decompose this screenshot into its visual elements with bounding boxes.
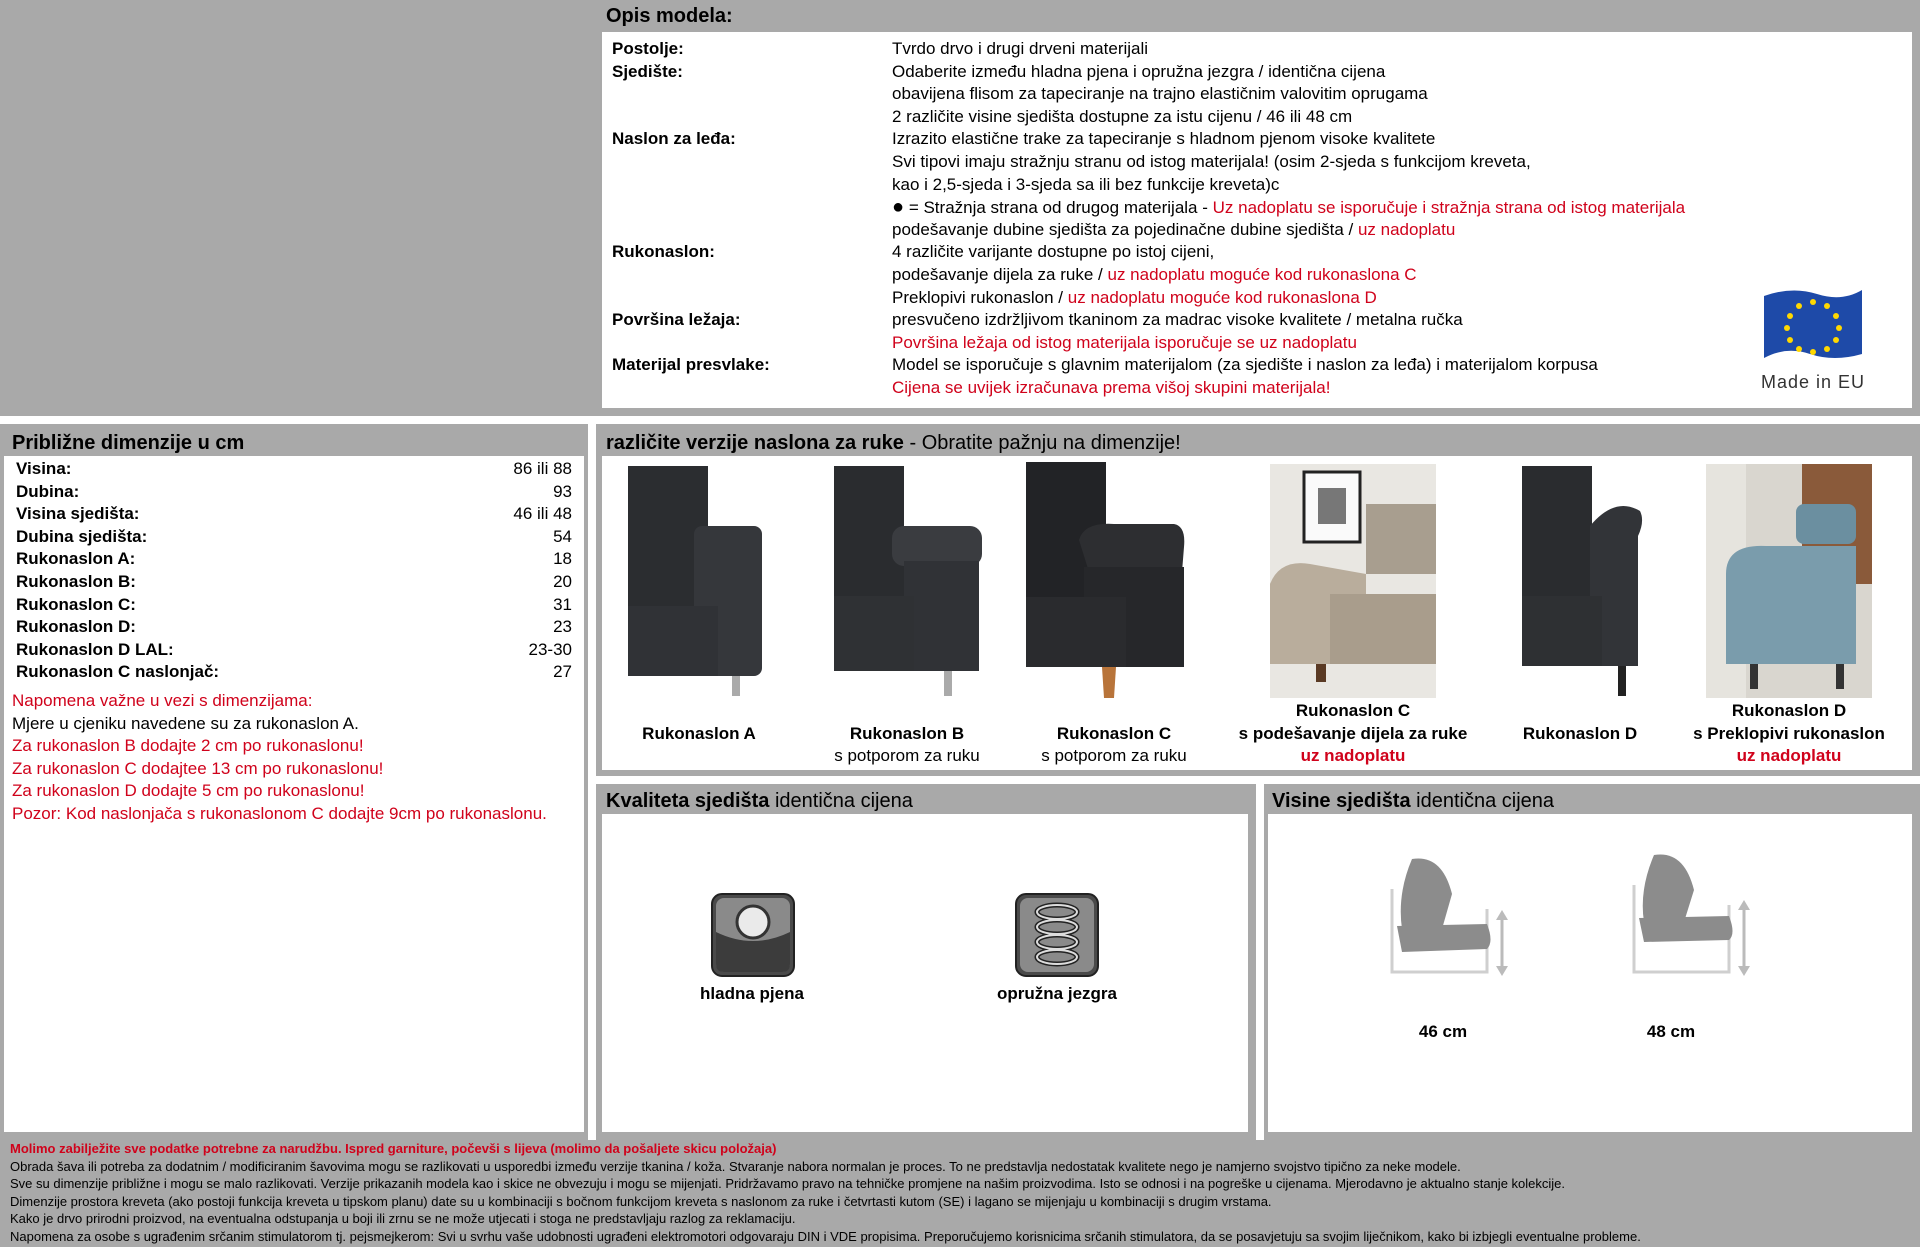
opis-row-text: Cijena se uvijek izračunava prema višoj skupini materijala!: [892, 378, 1331, 397]
opis-row-text: podešavanje dubine sjedišta za pojedinačne dubine sjedišta /: [892, 219, 1358, 239]
armrest-caption: [984, 700, 1244, 768]
opis-row: [612, 287, 1902, 310]
dimension-row: [16, 481, 572, 504]
dimension-row: [16, 526, 572, 549]
opis-row-value: [892, 61, 1385, 84]
dimension-note: Pozor: Kod naslonjača s rukonaslonom C dodajte 9cm po rukonaslonu.: [12, 803, 547, 823]
dimension-row: [16, 548, 572, 571]
cold-foam-label: hladna pjena: [700, 984, 804, 1003]
opis-row-value: [892, 38, 1148, 61]
dimension-label: Visina:: [16, 459, 72, 478]
armrest-caption-line: Rukonaslon C: [1295, 701, 1411, 720]
opis-row-text: Uz nadoplatu se isporučuje i stražnja strana od istog materijala: [1212, 198, 1686, 218]
armrest-caption: [1659, 700, 1919, 768]
dimension-rows: [4, 458, 584, 688]
opis-row-text: Izrazito elastične trake za tapeciranje s hladnom pjenom visoke kvalitete: [892, 129, 1436, 149]
dimension-value: 27: [553, 662, 572, 682]
opis-row-text: 2 različite visine sjedišta dostupne za istu cijenu / 46 ili 48 cm: [892, 106, 1353, 126]
dimension-label: Rukonaslon B:: [16, 572, 136, 591]
dimension-note: Za rukonaslon C dodajtee 13 cm po rukonaslonu!: [12, 758, 384, 778]
footer-line: Sve su dimenzije približne i mogu se malo razlikovati. Verzije prikazanih modela kao i skice ne obvezuju i mogu se mijenjati. Pridržavamo pravo na tehničke promjene na našim proizvodima. Isto se odnosi i na pogreške u cijenama. Mjerodavno je aktualno stanje kolekcije.: [10, 1176, 1566, 1192]
footer-line: Kako je drvo prirodni proizvod, na eventualna odstupanja u boji ili zrnu se ne može utjecati i stoga ne predstavljaju razlog za reklamaciju.: [10, 1211, 796, 1227]
dimension-value: 31: [553, 594, 572, 614]
footer-line: Napomena za osobe s ugrađenim srčanim stimulatorom tj. pejsmejkerom: Svi u svrhu vaše udobnosti ugrađeni elektromotori odgovaraju DIN i VDE propisima. Preporučujemo korisnicima srčanih stimulatora, da se posavjetuju sa svojim liječnikom, kako bi izbjegli eventualne probleme.: [10, 1228, 1641, 1244]
armrests-title-rest: - Obratite pažnju na dimenzije!: [903, 432, 1181, 454]
dimension-label: Visina sjedišta:: [16, 504, 140, 524]
armrest-c-image: [1024, 462, 1204, 698]
opis-row-value: [892, 377, 1330, 400]
opis-row-text: Površina ležaja od istog materijala isporučuje se uz nadoplatu: [892, 332, 1357, 352]
opis-row-value: [892, 219, 1455, 242]
eu-flag-icon: [1762, 288, 1864, 368]
heights-body: [1268, 814, 1912, 1132]
opis-row-text: Svi tipovi imaju stražnju stranu od istog materijala! (osim 2-sjeda s funkcijom kreveta,: [892, 152, 1531, 171]
opis-row-value: [892, 241, 1214, 264]
opis-row-value: [892, 354, 1598, 377]
dimension-label: Rukonaslon C:: [16, 594, 136, 614]
armrest-caption-line: Rukonaslon D: [1731, 701, 1847, 720]
armrests-body: [602, 456, 1912, 770]
opis-row: [612, 377, 1902, 400]
armrest-caption-line: s potporom za ruku: [1041, 746, 1187, 765]
opis-rows: [612, 38, 1902, 400]
quality-body: [602, 814, 1248, 1132]
quality-title: [596, 786, 1246, 814]
quality-title-rest: identična cijena: [769, 790, 913, 812]
armrest-captions: [602, 700, 1912, 770]
opis-row: [612, 128, 1902, 151]
opis-row-value: [892, 287, 1377, 310]
armrest-b-image: [832, 466, 982, 698]
spring-core-label: opružna jezgra: [997, 984, 1117, 1003]
seat-48-icon: [1624, 850, 1754, 984]
armrest-caption-line: Rukonaslon C: [1056, 723, 1172, 743]
armrest-caption-line: Rukonaslon D: [1522, 723, 1638, 743]
opis-row: [612, 196, 1902, 219]
opis-row-label: Površina ležaja:: [612, 310, 741, 330]
dimension-value: 20: [553, 572, 572, 591]
armrest-a-image: [624, 466, 764, 698]
opis-row-label: Naslon za leđa:: [612, 129, 736, 149]
armrest-caption: [1223, 700, 1483, 768]
armrest-caption-line: uz nadoplatu: [1736, 746, 1842, 765]
opis-row-label: Materijal presvlake:: [612, 355, 770, 375]
opis-row-text: obavijena flisom za tapeciranje na trajno elastičnim valovitim oprugama: [892, 84, 1428, 104]
dimension-label: Rukonaslon D LAL:: [16, 639, 174, 659]
opis-row: [612, 241, 1902, 264]
dimension-row: [16, 458, 572, 481]
dimension-note: Za rukonaslon D dodajte 5 cm po rukonaslonu!: [12, 781, 365, 801]
dimension-value: 46 ili 48: [513, 504, 572, 524]
opis-row: [612, 151, 1902, 174]
opis-row-label: Postolje:: [612, 39, 684, 58]
dimension-label: Rukonaslon A:: [16, 549, 136, 569]
opis-row: [612, 309, 1902, 332]
opis-row-text: uz nadoplatu moguće kod rukonaslona C: [1107, 265, 1417, 284]
opis-row-value: [892, 106, 1352, 129]
opis-row-text: presvučeno izdržljivom tkaninom za madrac visoke kvalitete / metalna ručka: [892, 310, 1463, 330]
opis-body: [602, 32, 1912, 408]
opis-title: Opis modela:: [606, 5, 733, 27]
opis-row: [612, 106, 1902, 129]
dimension-value: 23-30: [528, 639, 572, 659]
heights-title-bold: Visine sjedišta: [1272, 790, 1411, 812]
dimension-row: [16, 594, 572, 617]
armrest-caption-line: s potporom za ruku: [834, 746, 980, 765]
armrest-caption-line: Rukonaslon B: [849, 723, 965, 743]
made-in-eu-label: Made in EU: [1760, 372, 1866, 392]
opis-row-value: [892, 83, 1428, 106]
footer-line: Obrada šava ili potreba za dodatnim / modificiranim šavovima mogu se razlikovati u usporedbi između verzije tkanina / koža. Stvaranje nabora normalan je proces. To ne predstavlja nedostatak kvalitete nego je namjerno svojstvo tipično za neke modele.: [10, 1158, 1461, 1174]
dimension-label: Dubina sjedišta:: [16, 526, 148, 546]
cold-foam-icon: [710, 892, 796, 978]
opis-row: [612, 61, 1902, 84]
armrest-d-foldable-image: [1706, 464, 1872, 698]
armrests-title: [596, 428, 1596, 456]
opis-row-text: 4 različite varijante dostupne po istoj cijeni,: [892, 242, 1215, 262]
dimension-note: Napomena važne u vezi s dimenzijama:: [12, 691, 313, 710]
opis-row-value: [892, 128, 1435, 151]
seat-46-icon: [1382, 854, 1512, 984]
opis-row: [612, 174, 1902, 197]
armrest-caption-line: s podešavanje dijela za ruke: [1238, 723, 1468, 743]
footer-lines: [10, 1158, 1910, 1246]
spring-core-icon: [1014, 892, 1100, 978]
opis-row: [612, 83, 1902, 106]
opis-row-text: Odaberite između hladna pjena i opružna jezgra / identična cijena: [892, 61, 1386, 81]
heights-title-rest: identična cijena: [1410, 790, 1555, 812]
opis-row-text: Preklopivi rukonaslon /: [892, 287, 1068, 307]
dimension-row: [16, 503, 572, 526]
opis-row-text: uz nadoplatu moguće kod rukonaslona D: [1067, 287, 1377, 307]
dimension-value: 54: [553, 526, 572, 546]
opis-row: [612, 332, 1902, 355]
opis-row-label: Sjedište:: [612, 61, 683, 81]
dimension-label: Rukonaslon D:: [16, 617, 136, 637]
opis-row-value: [892, 151, 1531, 174]
dimension-note: Mjere u cjeniku navedene su za rukonaslon A.: [12, 713, 359, 733]
armrest-c-adjustable-image: [1270, 464, 1436, 698]
dimension-row: [16, 616, 572, 639]
heights-title: [1262, 786, 1912, 814]
opis-row-value: [892, 196, 1685, 220]
opis-row-label: Rukonaslon:: [612, 242, 715, 262]
footer: [10, 1140, 1910, 1247]
dimension-value: 93: [553, 481, 572, 501]
seat-46-label: 46 cm: [1418, 1022, 1468, 1041]
armrests-title-bold: različite verzije naslona za ruke: [606, 432, 904, 454]
opis-row-text: Model se isporučuje s glavnim materijalom (za sjedište i naslon za leđa) i materijalom korpusa: [892, 355, 1598, 375]
footer-lead: Molimo zabilježite sve podatke potrebne za narudžbu. Ispred garniture, počevši s lijeva (molimo da pošaljete skicu položaja): [10, 1141, 777, 1156]
opis-row: [612, 38, 1902, 61]
armrest-caption-line: uz nadoplatu: [1300, 746, 1406, 765]
dimension-row: [16, 571, 572, 594]
armrest-d-image: [1520, 466, 1660, 698]
dimension-value: 18: [553, 549, 572, 569]
armrest-caption-line: [984, 700, 1244, 723]
dimension-notes: [12, 690, 576, 830]
dimensions-body: [4, 456, 584, 1132]
opis-row-value: [892, 332, 1357, 355]
opis-row-text: Tvrdo drvo i drugi drveni materijali: [892, 39, 1149, 58]
opis-row: [612, 264, 1902, 287]
dimension-value: 23: [553, 617, 572, 637]
dimension-row: [16, 661, 572, 684]
dimension-value: 86 ili 88: [513, 459, 572, 478]
opis-row-text: uz nadoplatu: [1357, 219, 1456, 239]
opis-row-text: = Stražnja strana od drugog materijala -: [904, 198, 1213, 218]
dimension-row: [16, 639, 572, 662]
opis-row: [612, 219, 1902, 242]
dimension-label: Rukonaslon C naslonjač:: [16, 662, 220, 682]
opis-row: [612, 354, 1902, 377]
dimension-note: Za rukonaslon B dodajte 2 cm po rukonaslonu!: [12, 736, 364, 756]
opis-row-value: [892, 309, 1463, 332]
dimensions-title: Približne dimenzije u cm: [12, 432, 245, 454]
opis-row-text: podešavanje dijela za ruke /: [892, 265, 1108, 284]
armrest-caption-line: s Preklopivi rukonaslon: [1693, 723, 1885, 743]
bullet-dot-icon: ●: [892, 196, 905, 219]
dimension-label: Dubina:: [16, 481, 80, 501]
opis-row-value: [892, 174, 1279, 197]
quality-title-bold: Kvaliteta sjedišta: [606, 790, 770, 812]
footer-line: Dimenzije prostora kreveta (ako postoji funkcija kreveta u tipskom planu) date su u kombinaciji s bočnom funkcijom kreveta s naslonom za ruke i četvrtasti kutom (SE) i lagano se mijenjaju u kombinaciji s drugim vrstama.: [10, 1193, 1272, 1209]
opis-row-value: [892, 264, 1417, 287]
seat-48-label: 48 cm: [1646, 1022, 1696, 1041]
opis-row-text: kao i 2,5-sjeda i 3-sjeda sa ili bez funkcije kreveta)c: [892, 174, 1280, 194]
armrest-caption-line: Rukonaslon A: [642, 723, 756, 743]
